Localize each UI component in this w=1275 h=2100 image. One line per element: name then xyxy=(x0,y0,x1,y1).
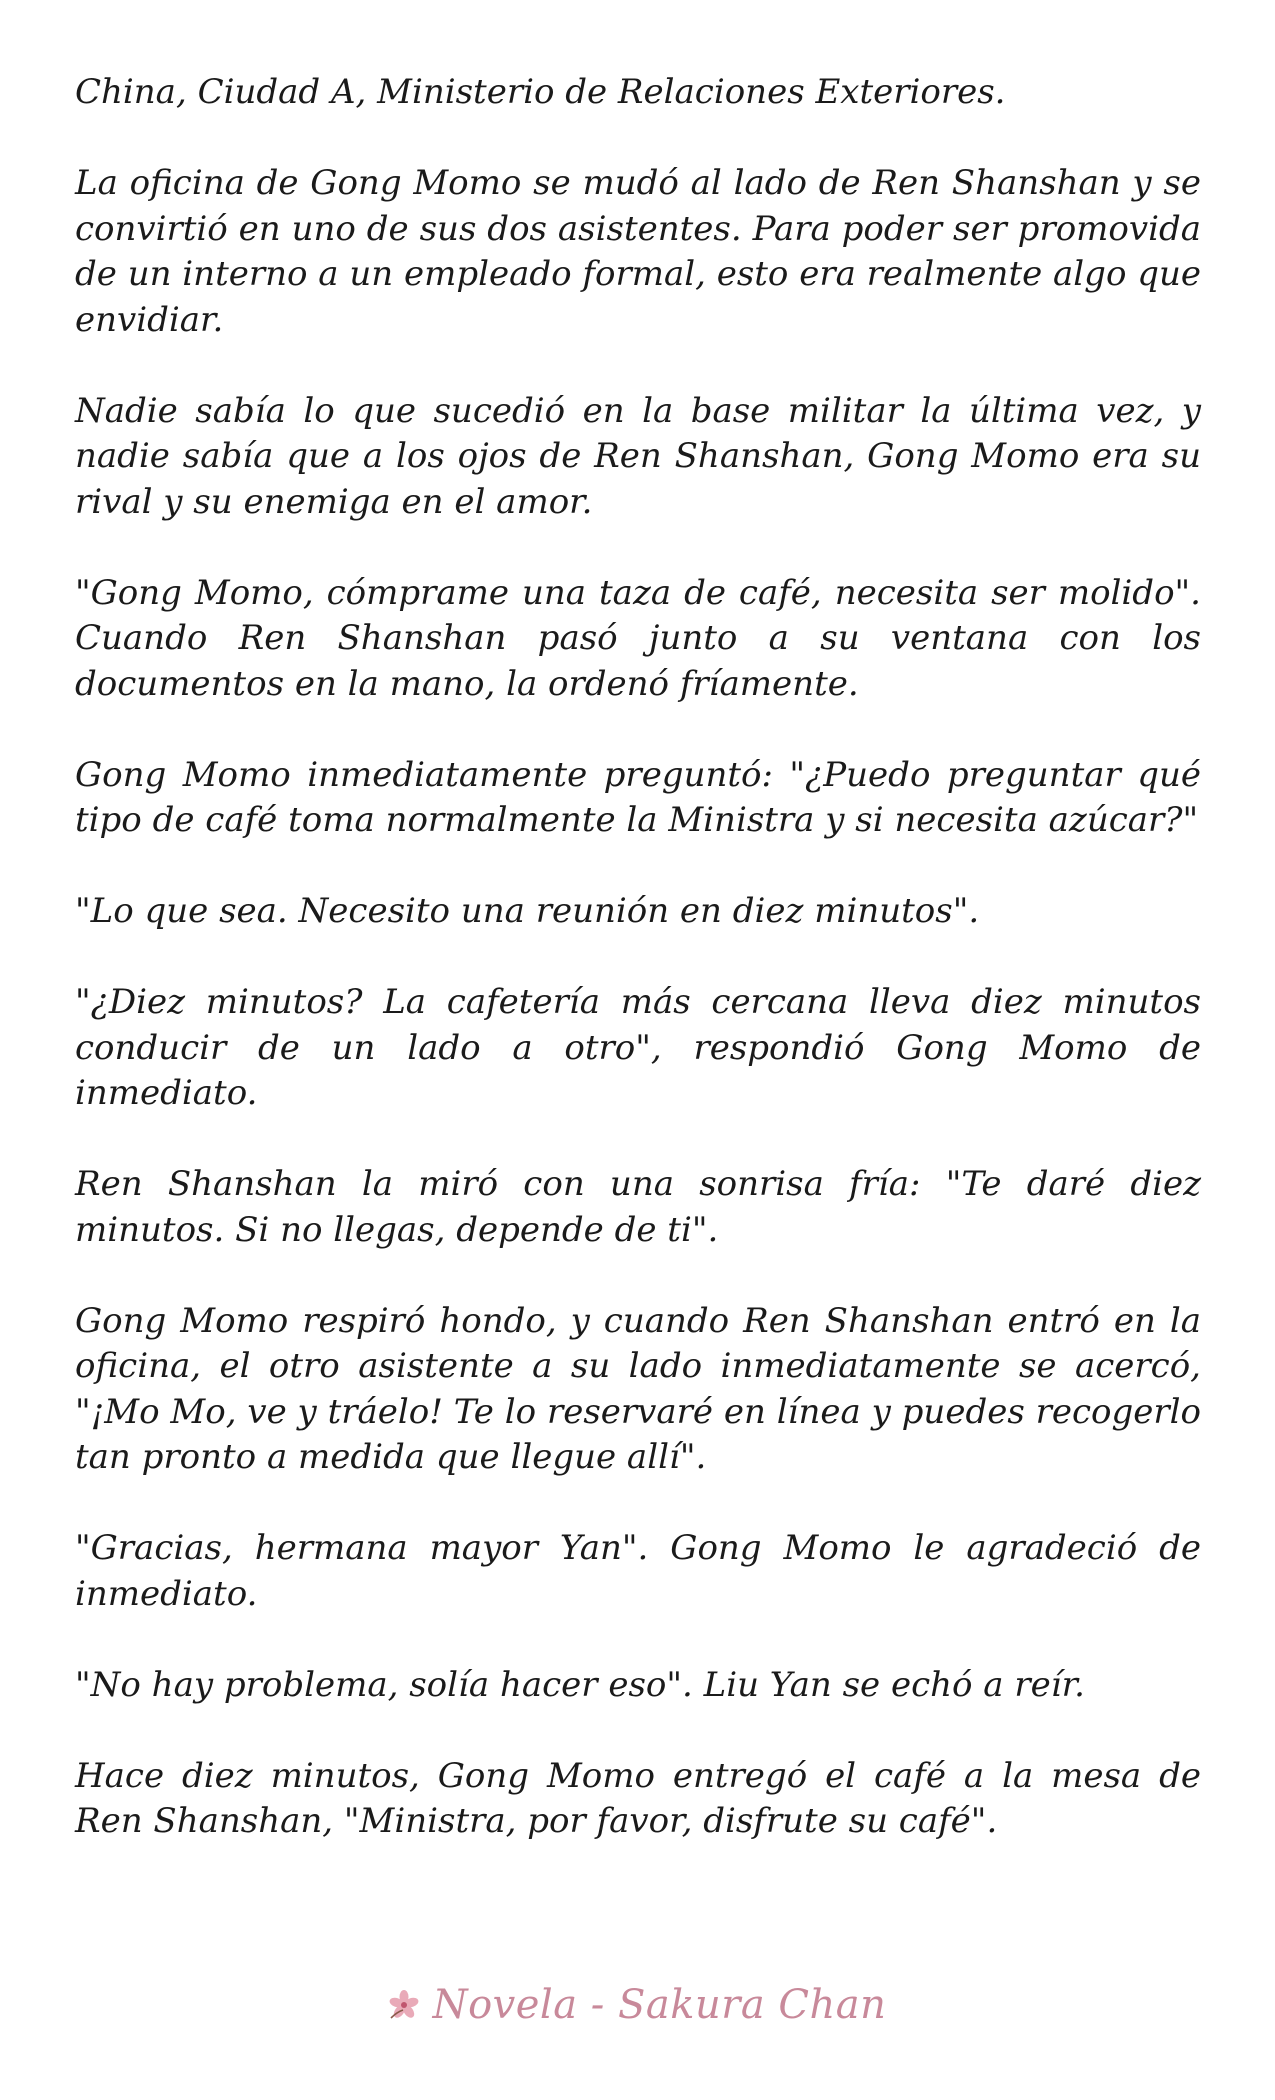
paragraph: "Lo que sea. Necesito una reunión en diez minutos". xyxy=(75,891,980,931)
paragraph: "Gracias, hermana mayor Yan". Gong Momo le agradeció de inmediato. xyxy=(75,1528,1201,1614)
paragraph: China, Ciudad A, Ministerio de Relaciones Exteriores. xyxy=(75,72,1006,112)
watermark xyxy=(0,1975,1275,2035)
paragraph: "Gong Momo, cómprame una taza de café, necesita ser molido". Cuando Ren Shanshan pasó junto a su ventana con los documentos en la mano, la ordenó fríamente. xyxy=(75,572,1201,704)
sakura-flower-icon xyxy=(389,1988,423,2022)
paragraph: Ren Shanshan la miró con una sonrisa fría: "Te daré diez minutos. Si no llegas, depende de ti". xyxy=(75,1164,1201,1250)
paragraph: Gong Momo respiró hondo, y cuando Ren Shanshan entró en la oficina, el otro asistente a su lado inmediatamente se acercó, "¡Mo Mo, ve y tráelo! Te lo reservaré en línea y puedes recogerlo tan pronto a medida que llegue allí". xyxy=(75,1300,1201,1477)
story-text xyxy=(75,70,1201,1890)
watermark-text: Novela - Sakura Chan xyxy=(432,1982,887,2028)
paragraph: Nadie sabía lo que sucedió en la base militar la última vez, y nadie sabía que a los ojos de Ren Shanshan, Gong Momo era su rival y su enemiga en el amor. xyxy=(75,390,1201,522)
paragraph: "No hay problema, solía hacer eso". Liu Yan se echó a reír. xyxy=(75,1664,1085,1705)
paragraph: Hace diez minutos, Gong Momo entregó el café a la mesa de Ren Shanshan, "Ministra, por favor, disfrute su café". xyxy=(75,1755,1201,1841)
paragraph: La oficina de Gong Momo se mudó al lado de Ren Shanshan y se convirtió en uno de sus dos asistentes. Para poder ser promovida de un interno a un empleado formal, esto era realmente algo que envidiar. xyxy=(75,163,1202,340)
paragraph: "¿Diez minutos? La cafetería más cercana lleva diez minutos conducir de un lado a otro", respondió Gong Momo de inmediato. xyxy=(75,982,1201,1113)
paragraph: Gong Momo inmediatamente preguntó: "¿Puedo preguntar qué tipo de café toma normalmente la Ministra y si necesita azúcar?" xyxy=(75,754,1201,840)
